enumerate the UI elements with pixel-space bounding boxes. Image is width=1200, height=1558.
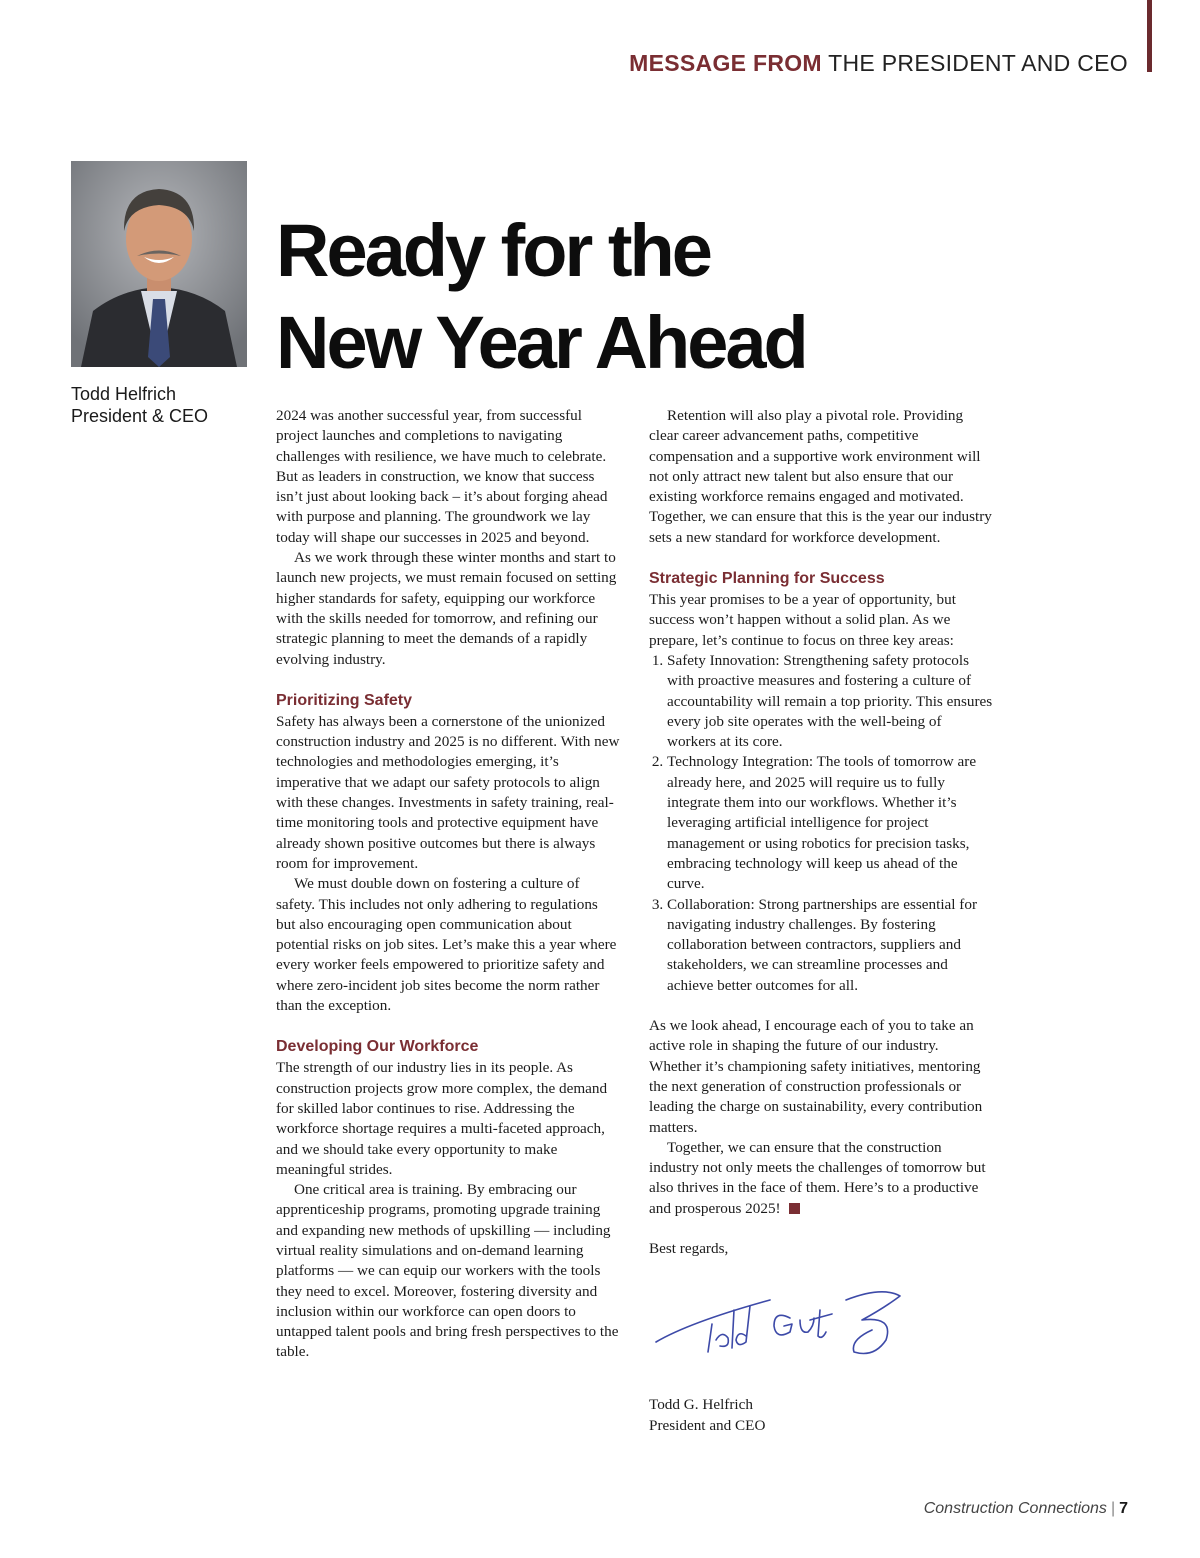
author-caption <box>71 383 208 427</box>
end-mark-icon <box>789 1203 800 1214</box>
closing-paragraph-2-text: Together, we can ensure that the construction industry not only meets the challenges of tomorrow but also thrives in the face of them. Here’s to a productive and prosperous 2025! <box>649 1138 986 1217</box>
article-title-line-2: New Year Ahead <box>276 301 806 384</box>
list-item: 1. Safety Innovation: Strengthening safety protocols with proactive measures and fostering a culture of accountability will remain a top priority. This ensures every job site operates with the well-being of workers at its core. <box>667 651 994 752</box>
regards-line: Best regards, <box>649 1239 729 1257</box>
page-number: 7 <box>1119 1500 1128 1517</box>
list-item: 3. Collaboration: Strong partnerships are essential for navigating industry challenges. By fostering collaboration between contractors, suppliers and stakeholders, we can streamline processes and achieve better outcomes for all. <box>667 895 994 996</box>
retention-paragraph: Retention will also play a pivotal role. Providing clear career advancement paths, competitive compensation and a supportive work environment will not only attract new talent but also ensure that our existing workforce remains engaged and motivated. Together, we can ensure that this is the year our industry sets a new standard for workforce development. <box>649 407 992 546</box>
section-header-accent: MESSAGE FROM <box>629 50 822 76</box>
section-heading-safety: Prioritizing Safety <box>276 691 413 709</box>
section-header-rest: THE PRESIDENT AND CEO <box>828 50 1128 76</box>
intro-paragraph-1: 2024 was another successful year, from successful project launches and completions to navigating challenges with resilience, we have much to celebrate. But as leaders in construction, we know that success isn’t just about looking back – it’s about forging ahead with purpose and planning. The groundwork we lay today will shape our successes in 2025 and beyond. <box>276 407 608 546</box>
article-column-left <box>276 406 621 1363</box>
publication-name: Construction Connections <box>923 1500 1107 1517</box>
footer-separator: | <box>1110 1500 1116 1517</box>
signatory-title: President and CEO <box>649 1416 766 1434</box>
closing-paragraph-2 <box>649 1138 994 1219</box>
safety-paragraph-2: We must double down on fostering a culture of safety. This includes not only adhering to regulations but also encouraging open communication about potential risks on job sites. Let’s make this a year where every worker feels empowered to prioritize safety and where zero-incident job sites become the norm rather than the exception. <box>276 875 617 1015</box>
focus-areas-list <box>649 651 994 996</box>
section-heading-workforce: Developing Our Workforce <box>276 1038 479 1056</box>
closing-paragraph-1: As we look ahead, I encourage each of you to take an active role in shaping the future of our industry. Whether it’s championing safety initiatives, mentoring the next generation of construction professionals or leading the charge on sustainability, every contribution matters. <box>649 1017 983 1136</box>
workforce-paragraph-2: One critical area is training. By embracing our apprenticeship programs, promoting upgrade training and expanding new methods of upskilling — including virtual reality simulations and on-demand learning platforms — we can equip our workers with the tools they need to excel. Moreover, fostering diversity and inclusion within our workforce can open doors to untapped talent pools and bring fresh perspectives to the table. <box>276 1181 619 1361</box>
section-header <box>629 50 1128 77</box>
page-footer <box>924 1500 1128 1518</box>
signatory-name: Todd G. Helfrich <box>649 1396 753 1414</box>
author-role: President & CEO <box>71 406 209 426</box>
article-title-line-1: Ready for the <box>276 209 710 292</box>
section-heading-strategic: Strategic Planning for Success <box>649 570 885 588</box>
safety-paragraph-1: Safety has always been a cornerstone of the unionized construction industry and 2025 is no different. With new technologies and methodologies emerging, it’s imperative that we adapt our safety protocols to align with these changes. Investments in safety training, real-time monitoring tools and protective equipment have already shown positive outcomes but there is always room for improvement. <box>276 712 620 872</box>
handwritten-signature <box>650 1280 920 1370</box>
list-item: 2. Technology Integration: The tools of tomorrow are already here, and 2025 will require us to fully integrate them into our workflows. Whether it’s leveraging artificial intelligence for project management or using robotics for precision tasks, embracing technology will keep us ahead of the curve. <box>667 752 994 894</box>
author-name: Todd Helfrich <box>71 384 177 404</box>
workforce-paragraph-1: The strength of our industry lies in its people. As construction projects grow more complex, the demand for skilled labor continues to rise. Addressing the workforce shortage requires a multi-faceted approach, and we should take every opportunity to make meaningful strides. <box>276 1059 608 1178</box>
intro-paragraph-2: As we work through these winter months and start to launch new projects, we must remain focused on setting higher standards for safety, equipping our workforce with the skills needed for tomorrow, and refining our strategic planning to meet the demands of a rapidly evolving industry. <box>276 549 617 668</box>
strategic-paragraph: This year promises to be a year of opportunity, but success won’t happen without a solid plan. As we prepare, let’s continue to focus on three key areas: <box>649 591 956 649</box>
header-accent-rule <box>1147 0 1152 72</box>
author-photo <box>71 161 247 367</box>
article-title <box>276 205 806 389</box>
